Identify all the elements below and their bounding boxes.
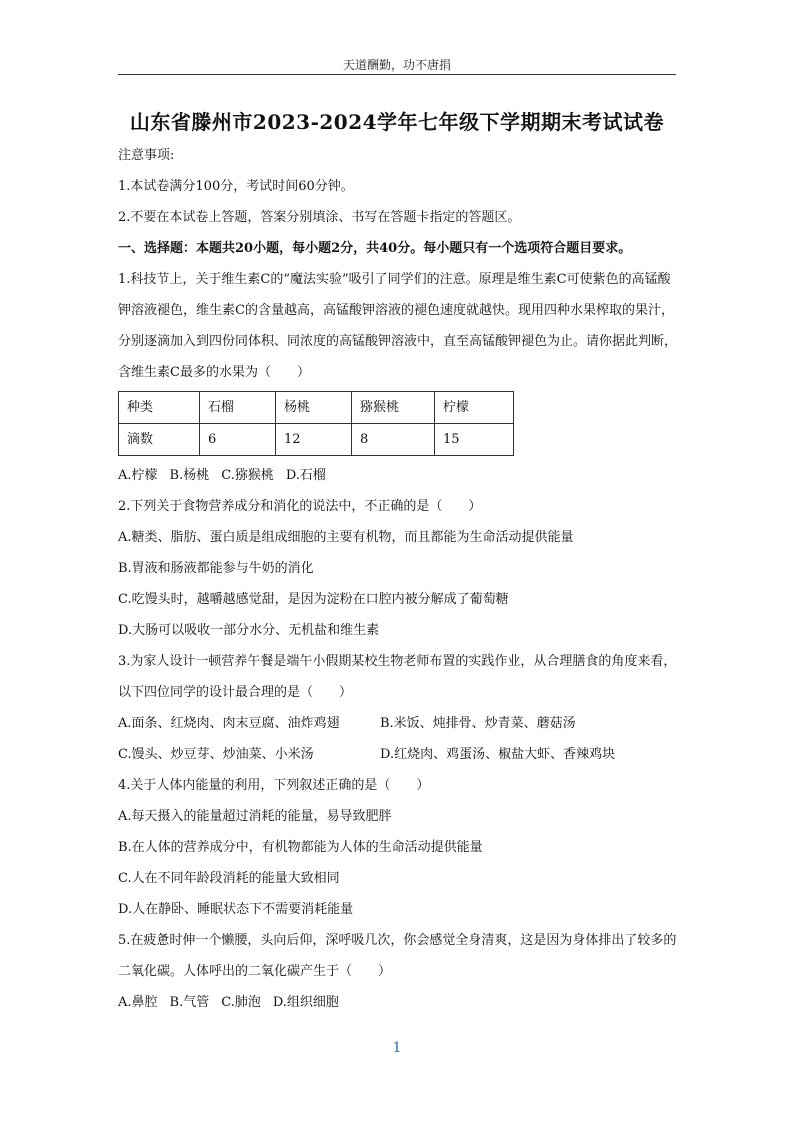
header-rule [118,74,676,75]
question-3-options-row-2 [118,739,680,770]
option-d: D.大肠可以吸收一部分水分、无机盐和维生素 [118,623,380,638]
option-a: A.每天摄入的能量超过消耗的能量，易导致肥胖 [118,809,392,824]
fruit-drops-table [118,391,514,456]
note-item: 2.不要在本试卷上答题，答案分别填涂、书写在答题卡指定的答题区。 [118,210,521,225]
page-number: 1 [392,1040,402,1056]
option-c: C.人在不同年龄段消耗的能量大致相同 [118,871,340,886]
table-cell: 8 [352,424,435,456]
question-4-stem: 4.关于人体内能量的利用，下列叙述正确的是（ ） [118,778,430,793]
option-b: B.气管 [169,995,210,1010]
table-cell: 猕猴桃 [352,392,435,424]
section-heading: 一、选择题：本题共20小题，每小题2分，共40分。每小题只有一个选项符合题目要求。 [118,241,632,256]
table-cell: 15 [435,424,514,456]
option-c: C.馒头、炒豆芽、炒油菜、小米汤 [118,747,314,762]
option-b: B.在人体的营养成分中，有机物都能为人体的生命活动提供能量 [118,840,483,855]
question-5-options [118,987,680,1018]
option-a: A.鼻腔 [118,995,158,1010]
option-c: C.肺泡 [221,995,261,1010]
exam-title: 山东省滕州市2023-2024学年七年级下学期期末考试试卷 [129,110,665,134]
option-a: A.糖类、脂肪、蛋白质是组成细胞的主要有机物，而且都能为生命活动提供能量 [118,530,574,545]
option-d: D.石榴 [285,468,326,483]
table-cell: 种类 [119,392,200,424]
question-5-stem: 5.在疲惫时伸一个懒腰，头向后仰，深呼吸几次，你会感觉全身清爽，这是因为身体排出了较多的二氧化碳。人体呼出的二氧化碳产生于（ ） [118,933,677,979]
option-b: B.杨桃 [169,468,210,483]
option-a: A.面条、红烧肉、肉末豆腐、油炸鸡翅 [118,716,340,731]
option-b: B.米饭、炖排骨、炒青菜、蘑菇汤 [380,716,576,731]
table-cell: 6 [200,424,276,456]
table-row [119,392,514,424]
table-row [119,424,514,456]
question-2-stem: 2.下列关于食物营养成分和消化的说法中，不正确的是（ ） [118,499,482,514]
option-a: A.柠檬 [118,468,158,483]
notes-heading: 注意事项: [118,148,175,163]
option-d: D.红烧肉、鸡蛋汤、椒盐大虾、香辣鸡块 [380,747,616,762]
question-3-options-row-1 [118,708,680,739]
page-header: 天道酬勤，功不唐捐 [342,58,451,72]
table-cell: 杨桃 [276,392,352,424]
option-c: C.猕猴桃 [221,468,274,483]
option-b: B.胃液和肠液都能参与牛奶的消化 [118,561,314,576]
table-cell: 石榴 [200,392,276,424]
option-d: D.人在静卧、睡眠状态下不需要消耗能量 [118,902,354,917]
option-d: D.组织细胞 [272,995,339,1010]
table-cell: 滴数 [119,424,200,456]
option-c: C.吃馒头时，越嚼越感觉甜，是因为淀粉在口腔内被分解成了葡萄糖 [118,592,509,607]
table-cell: 12 [276,424,352,456]
question-1-options [118,460,680,491]
exam-content [118,140,680,1018]
table-cell: 柠檬 [435,392,514,424]
note-item: 1.本试卷满分100分，考试时间60分钟。 [118,179,354,194]
question-1-stem: 1.科技节上，关于维生素C的“魔法实验”吸引了同学们的注意。原理是维生素C可使紫色的高锰酸钾溶液褪色，维生素C的含量越高，高锰酸钾溶液的褪色速度就越快。现用四种水果榨取的果汁，分别逐滴加入到四份同体积、同浓度的高锰酸钾溶液中，直至高锰酸钾褪色为止。请你据此判断，含维生素C最多的水果为（ ） [118,272,678,380]
question-3-stem: 3.为家人设计一顿营养午餐是端午小假期某校生物老师布置的实践作业，从合理膳食的角度来看，以下四位同学的设计最合理的是（ ） [118,654,677,700]
